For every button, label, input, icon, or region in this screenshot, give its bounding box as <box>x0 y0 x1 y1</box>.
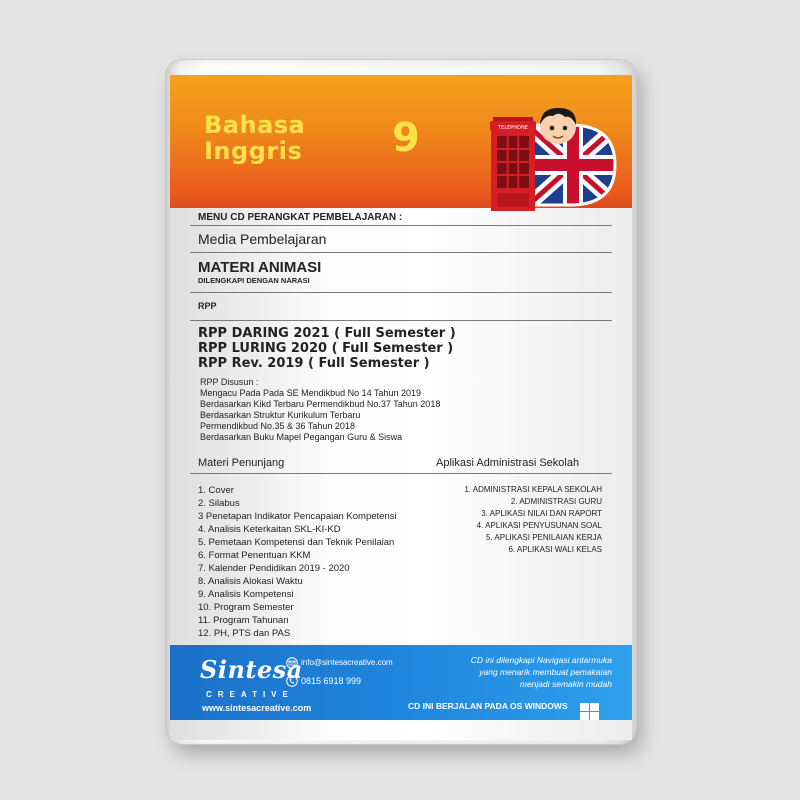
list-item: 6. Format Penentuan KKM <box>198 550 311 561</box>
list-item: 1. Cover <box>198 485 234 496</box>
rpp-disusun-line: Mengacu Pada Pada SE Mendikbud No 14 Tahun 2019 <box>200 388 421 398</box>
list-item: 5. APLIKASI PENILAIAN KERJA <box>485 533 602 542</box>
media-pembelajaran: Media Pembelajaran <box>198 231 327 247</box>
rpp-disusun-line: Berdasarkan Kikd Terbaru Permendikbud No.37 Tahun 2018 <box>200 399 441 409</box>
sintesa-logo-sub: CREATIVE <box>206 690 294 699</box>
list-item: 10. Program Semester <box>198 602 294 613</box>
navigation-note-1: CD ini dilengkapi Navigasi antarmuka <box>470 655 612 665</box>
phone-icon <box>286 675 298 687</box>
subject-line-1: Bahasa <box>204 111 306 139</box>
rpp-item: RPP Rev. 2019 ( Full Semester ) <box>198 356 430 371</box>
menu-title: MENU CD PERANGKAT PEMBELAJARAN : <box>198 212 403 223</box>
rpp-label: RPP <box>198 301 217 311</box>
aplikasi-administrasi-title: Aplikasi Administrasi Sekolah <box>436 457 580 469</box>
list-item: 4. APLIKASI PENYUSUNAN SOAL <box>476 521 602 530</box>
footer-banner <box>170 645 632 720</box>
header-banner <box>170 75 632 208</box>
list-item: 4. Analisis Keterkaitan SKL-KI-KD <box>198 524 341 535</box>
list-item: 3 Penetapan Indikator Pencapaian Kompetensi <box>198 511 397 522</box>
navigation-note-3: menjadi semakin mudah <box>519 679 612 689</box>
phone-booth-flag-illustration <box>485 103 620 213</box>
list-item: 2. Silabus <box>198 498 240 509</box>
materi-penunjang-title: Materi Penunjang <box>198 457 285 469</box>
os-windows-note: CD INI BERJALAN PADA OS WINDOWS <box>408 701 568 711</box>
sintesa-logo: Sintesa <box>200 655 303 684</box>
windows-icon <box>580 703 600 721</box>
subject-title <box>204 112 305 164</box>
rpp-disusun-line: Berdasarkan Buku Mapel Pegangan Guru & Siswa <box>200 432 403 442</box>
list-item: 9. Analisis Kompetensi <box>198 589 294 600</box>
materi-animasi-subtitle: DILENGKAPI DENGAN NARASI <box>198 276 310 285</box>
rpp-disusun-title: RPP Disusun : <box>200 377 259 387</box>
subject-line-2: Inggris <box>204 137 303 165</box>
list-item: 2. ADMINISTRASI GURU <box>510 497 602 506</box>
phone-booth-icon <box>490 117 536 211</box>
grade-number: 9 <box>392 115 420 161</box>
email-text[interactable]: info@sintesacreative.com <box>301 658 393 667</box>
website-link[interactable]: www.sintesacreative.com <box>202 703 312 713</box>
kid-character-icon <box>540 108 576 144</box>
phone-text[interactable]: 0815 6918 999 <box>301 676 362 686</box>
list-item: 11. Program Tahunan <box>198 615 289 626</box>
list-item: 7. Kalender Pendidikan 2019 - 2020 <box>198 563 350 574</box>
list-item: 8. Analisis Alokasi Waktu <box>198 576 303 587</box>
list-item: 6. APLIKASI WALI KELAS <box>508 545 602 554</box>
rpp-disusun-line: Permendikbud No.35 & 36 Tahun 2018 <box>200 421 355 431</box>
materi-animasi-title: MATERI ANIMASI <box>198 259 322 276</box>
list-item: 12. PH, PTS dan PAS <box>198 628 291 639</box>
rpp-disusun-line: Berdasarkan Struktur Kurikulum Terbaru <box>200 410 361 420</box>
list-item: 5. Pemetaan Kompetensi dan Teknik Penilaian <box>198 537 395 548</box>
navigation-note-2: yang menarik membuat pemakaian <box>479 667 612 677</box>
cd-cover <box>170 75 632 740</box>
svg-text:TELEPHONE: TELEPHONE <box>498 125 528 131</box>
list-item: 3. APLIKASI NILAI DAN RAPORT <box>481 509 602 518</box>
rpp-item: RPP LURING 2020 ( Full Semester ) <box>198 341 454 356</box>
email-icon <box>286 657 298 669</box>
list-item: 1. ADMINISTRASI KEPALA SEKOLAH <box>464 485 602 494</box>
rpp-item: RPP DARING 2021 ( Full Semester ) <box>198 326 456 341</box>
